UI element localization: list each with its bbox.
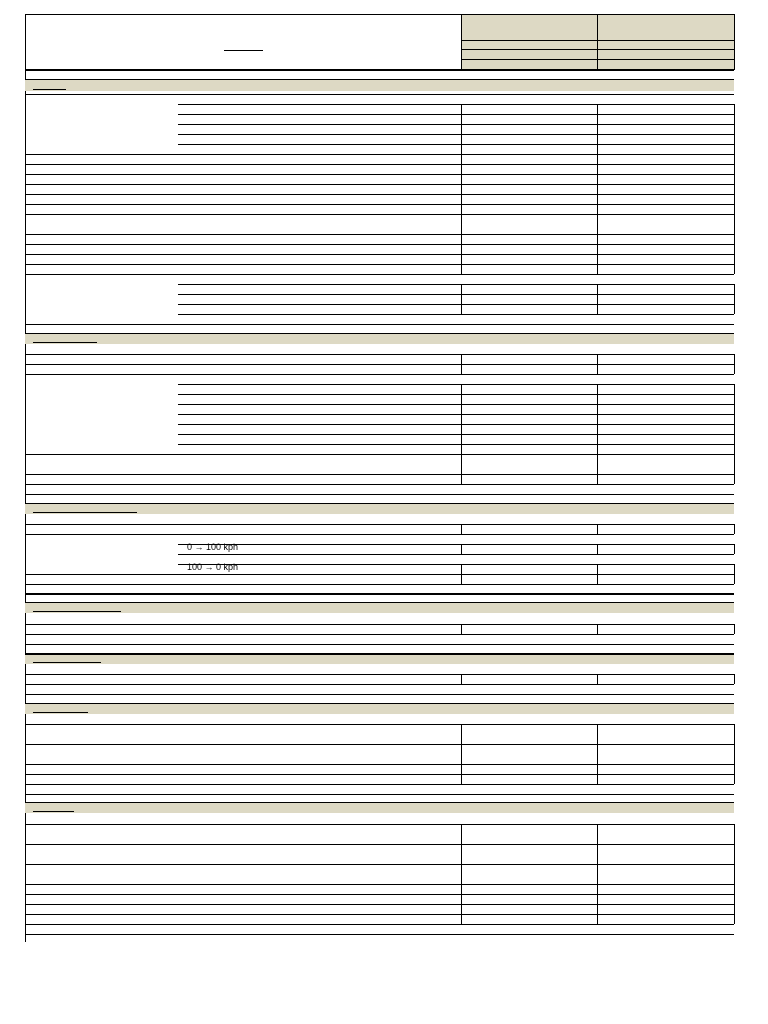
row-line bbox=[178, 394, 734, 395]
section-bottom-line bbox=[25, 94, 734, 95]
header-left-border bbox=[25, 14, 26, 70]
header-col-divider bbox=[597, 14, 598, 70]
row-line bbox=[25, 474, 734, 475]
column-line bbox=[597, 284, 598, 314]
accel-label: 0 → 100 kph bbox=[187, 542, 239, 552]
column-line bbox=[461, 524, 462, 534]
row-line bbox=[25, 254, 734, 255]
row-line bbox=[25, 744, 734, 745]
column-line bbox=[597, 724, 598, 784]
row-line bbox=[25, 924, 734, 925]
row-line bbox=[25, 374, 734, 375]
row-line bbox=[178, 414, 734, 415]
row-line bbox=[178, 314, 734, 315]
row-line bbox=[25, 584, 734, 585]
row-line bbox=[25, 524, 734, 525]
section-top-line bbox=[25, 79, 734, 80]
row-line bbox=[25, 844, 734, 845]
column-line bbox=[461, 564, 462, 584]
row-line bbox=[25, 694, 734, 695]
column-line bbox=[461, 624, 462, 634]
header-band-low1 bbox=[462, 50, 734, 59]
row-line bbox=[25, 264, 734, 265]
row-line bbox=[25, 674, 734, 675]
row-line bbox=[25, 684, 734, 685]
section-band bbox=[25, 704, 734, 714]
row-line bbox=[25, 764, 734, 765]
row-line bbox=[178, 404, 734, 405]
row-line bbox=[25, 154, 734, 155]
section-top-line bbox=[25, 703, 734, 704]
header-band-mid bbox=[462, 41, 734, 49]
right-border bbox=[734, 284, 735, 314]
row-line bbox=[25, 454, 734, 455]
right-border bbox=[734, 544, 735, 554]
header-row-line bbox=[462, 59, 734, 60]
section-top-line bbox=[25, 602, 734, 603]
row-line bbox=[25, 204, 734, 205]
row-line bbox=[178, 544, 734, 545]
row-line bbox=[25, 864, 734, 865]
section-band bbox=[25, 803, 734, 813]
header-col-divider bbox=[461, 14, 462, 70]
row-line bbox=[25, 244, 734, 245]
row-line bbox=[178, 144, 734, 145]
spacer-line bbox=[25, 794, 734, 795]
section-title-underline bbox=[33, 611, 121, 612]
right-border bbox=[734, 564, 735, 584]
column-line bbox=[597, 524, 598, 534]
row-line bbox=[25, 354, 734, 355]
column-line bbox=[461, 724, 462, 784]
row-line bbox=[178, 104, 734, 105]
right-border bbox=[734, 824, 735, 924]
header-top-border bbox=[25, 14, 734, 15]
header-band-top bbox=[462, 15, 734, 40]
row-line bbox=[25, 364, 734, 365]
header-bottom-border bbox=[25, 69, 734, 71]
column-line bbox=[597, 384, 598, 484]
row-line bbox=[178, 304, 734, 305]
row-line bbox=[25, 574, 734, 575]
column-line bbox=[597, 104, 598, 274]
row-line bbox=[25, 774, 734, 775]
row-line bbox=[25, 534, 734, 535]
row-line bbox=[25, 784, 734, 785]
row-line bbox=[178, 384, 734, 385]
column-line bbox=[597, 354, 598, 374]
right-border bbox=[734, 724, 735, 784]
row-line bbox=[25, 484, 734, 485]
column-line bbox=[461, 384, 462, 484]
brake-label: 100 → 0 kph bbox=[187, 562, 239, 572]
row-line bbox=[178, 114, 734, 115]
column-line bbox=[597, 674, 598, 684]
row-line bbox=[178, 124, 734, 125]
row-line bbox=[178, 134, 734, 135]
section-title-underline bbox=[33, 89, 66, 90]
row-line bbox=[25, 934, 734, 935]
right-border bbox=[734, 624, 735, 634]
row-line bbox=[25, 194, 734, 195]
row-line bbox=[25, 634, 734, 635]
section-band bbox=[25, 80, 734, 91]
column-line bbox=[461, 674, 462, 684]
row-line bbox=[25, 894, 734, 895]
column-line bbox=[461, 104, 462, 274]
section-title-underline bbox=[33, 811, 74, 812]
column-line bbox=[461, 354, 462, 374]
section-band bbox=[25, 655, 734, 664]
row-line bbox=[178, 434, 734, 435]
column-line bbox=[461, 544, 462, 554]
section-band bbox=[25, 603, 734, 613]
row-line bbox=[25, 624, 734, 625]
row-line bbox=[178, 294, 734, 295]
column-line bbox=[597, 544, 598, 554]
column-line bbox=[597, 624, 598, 634]
row-line bbox=[25, 164, 734, 165]
row-line bbox=[25, 174, 734, 175]
column-line bbox=[597, 564, 598, 584]
header-right-border bbox=[734, 14, 735, 70]
right-border bbox=[734, 354, 735, 374]
right-border bbox=[734, 104, 735, 274]
column-line bbox=[461, 824, 462, 924]
row-line bbox=[25, 914, 734, 915]
section-band bbox=[25, 334, 734, 344]
row-line bbox=[25, 234, 734, 235]
header-row-line bbox=[462, 40, 734, 41]
header-band-low2 bbox=[462, 60, 734, 69]
right-border bbox=[734, 674, 735, 684]
section-end-line bbox=[25, 593, 734, 595]
row-line bbox=[25, 724, 734, 725]
row-line bbox=[25, 274, 734, 275]
section-title-underline bbox=[33, 712, 88, 713]
row-line bbox=[178, 444, 734, 445]
row-line bbox=[178, 424, 734, 425]
row-line bbox=[25, 824, 734, 825]
section-top-line bbox=[25, 503, 734, 504]
right-border bbox=[734, 524, 735, 534]
row-line bbox=[25, 184, 734, 185]
row-line bbox=[178, 564, 734, 565]
section-title-underline bbox=[33, 342, 97, 343]
right-border bbox=[734, 384, 735, 484]
section-top-line bbox=[25, 802, 734, 803]
row-line bbox=[25, 214, 734, 215]
row-line bbox=[25, 904, 734, 905]
header-row-line bbox=[462, 49, 734, 50]
column-line bbox=[597, 824, 598, 924]
row-line bbox=[25, 644, 734, 645]
section-top-line bbox=[25, 654, 734, 655]
row-line bbox=[178, 554, 734, 555]
section-top-line bbox=[25, 333, 734, 334]
row-line bbox=[25, 884, 734, 885]
section-title-underline bbox=[33, 512, 137, 513]
section-title-underline bbox=[33, 662, 101, 663]
spacer-line bbox=[25, 324, 734, 325]
spacer-line bbox=[25, 494, 734, 495]
header-title-underline bbox=[224, 50, 263, 51]
row-line bbox=[178, 284, 734, 285]
column-line bbox=[461, 284, 462, 314]
